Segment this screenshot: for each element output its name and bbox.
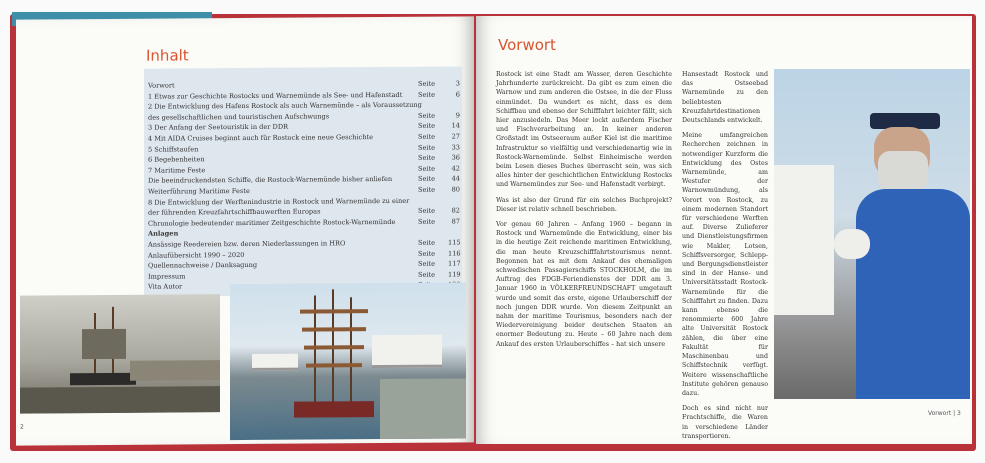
- toc-page-number: 117: [448, 259, 461, 268]
- historic-harbor-painting: [20, 294, 220, 413]
- toc-entry-title: des gesellschaftlichen und touristischen Aufschwungs: [148, 112, 330, 122]
- toc-seite-label: Seite: [418, 164, 436, 173]
- foreword-heading: Vorwort: [498, 36, 556, 54]
- paragraph: Vor genau 60 Jahren – Anfang 1960 – begann in Rostock und Warnemünde die Entwicklung, einer bis in die heutige Zeit reichende maritimen Entwicklung, die man heute Kreuzschifffahrtstourismus nennt. Begonnen hat es mit dem Ankauf des ehemaligen schwedischen Passagierschiffs STOCKHOLM, die im Auftrag des FDGB-Feriendienstes der DDR am 3. Januar 1960 in VÖLKERFREUNDSCHAFT umgetauft wurde und somit das erste, eigene Urlauberschiff der noch jungen DDR wurde. Von diesem Zeitpunkt an nahm der maritime Tourismus, besonders nach der Wiedervereinigung beider deutschen Staaten an enormer Bedeutung zu. Heute – 60 Jahre nach dem Ankauf des ersten Urlauberschiffes – hat sich unsere: [496, 221, 672, 348]
- toc-entry-title: 1 Etwas zur Geschichte Rostocks und Warnemünde als See- und Hafenstadt: [148, 90, 403, 101]
- toc-entry-title: der führenden Kreuzfahrtschiffbauwerften Europas: [148, 207, 321, 217]
- toc-page-number: 44: [451, 174, 460, 183]
- toc-page-number: 115: [448, 238, 461, 247]
- toc-seite-label: Seite: [418, 111, 436, 120]
- table-of-contents: [144, 66, 462, 296]
- toc-seite-label: Seite: [418, 122, 436, 131]
- toc-entry-title: Weiterführung Maritime Feste: [148, 186, 250, 196]
- toc-page-number: 14: [451, 121, 460, 130]
- toc-entry-title: 7 Maritime Feste: [148, 166, 206, 175]
- toc-page-number: 80: [451, 185, 460, 194]
- paragraph: Rostock ist eine Stadt am Wasser, deren Geschichte Jahrhunderte zurückreicht. Da gibt es zum einen die Warnow und zum anderen die Ostsee, in die der Fluss einmündet. Da wundert es nicht, dass es dem Schiffbau und ebenso der Schifffahrt leichter fällt, sich hier anzusiedeln. Das Meer lockt außerdem Fischer und Fischverarbeitung an. In keiner anderen Großstadt im Ostseeraum außer Kiel ist die maritime Infrastruktur so vielfältig und verschiedenartig wie in Rostock-Warnemünde. Selbst Einheimische werden beim Lesen dieses Buches überrascht sein, was sich alles hinter der geschichtlichen Entwicklung Rostocks und Warnemündes zur See- und Hafenstadt verbirgt.: [496, 71, 672, 189]
- right-page-footer: Vorwort | 3: [928, 410, 961, 417]
- toc-seite-label: Seite: [418, 249, 436, 258]
- toc-entry-title: 6 Begebenheiten: [148, 155, 205, 164]
- toc-entry-title: 3 Der Anfang der Seetouristik in der DDR: [148, 123, 289, 133]
- toc-page-number: 3: [455, 79, 460, 88]
- toc-seite-label: Seite: [418, 175, 436, 184]
- toc-heading: Inhalt: [146, 46, 189, 65]
- toc-page-number: 36: [451, 153, 460, 162]
- toc-entry-title: Die beeindruckendsten Schiffe, die Rostock-Warnemünde bisher anliefen: [148, 175, 393, 186]
- foreword-column-1: [496, 70, 672, 355]
- toc-page-number: 33: [451, 143, 460, 152]
- toc-entry-title: 4 Mit AIDA Cruises beginnt auch für Rostock eine neue Geschichte: [148, 133, 374, 143]
- toc-seite-label: Seite: [418, 217, 436, 226]
- toc-entry-title: 5 Schiffstaufen: [148, 144, 199, 154]
- toc-page-number: 6: [455, 90, 460, 99]
- paragraph: Doch es sind nicht nur Frachtschiffe, die Waren in verschiedene Länder transportieren.: [682, 405, 768, 440]
- toc-seite-label: Seite: [418, 132, 436, 141]
- toc-seite-label: Seite: [418, 185, 436, 194]
- toc-entry-title: Vita Autor: [148, 282, 183, 292]
- toc-seite-label: Seite: [418, 270, 436, 279]
- toc-seite-label: Seite: [418, 90, 436, 99]
- toc-page-number: 27: [451, 132, 460, 141]
- toc-seite-label: Seite: [418, 259, 436, 268]
- toc-seite-label: Seite: [418, 153, 436, 162]
- captain-figure-photo: [774, 69, 970, 399]
- toc-page-number: 9: [455, 111, 460, 120]
- toc-entry-title: Impressum: [148, 272, 186, 281]
- toc-entry-title: Anlagen: [148, 229, 179, 239]
- toc-entry-title: 2 Die Entwicklung des Hafens Rostock als auch Warnemünde – als Voraussetzung: [148, 100, 422, 111]
- toc-page-number: 42: [451, 164, 460, 173]
- toc-page-number: 119: [448, 270, 461, 279]
- toc-entry-title: 8 Die Entwicklung der Werftenindustrie in Rostock und Warnemünde zu einer: [148, 196, 410, 207]
- toc-page-number: 116: [448, 249, 461, 258]
- paragraph: Hansestadt Rostock und das Ostseebad Warnemünde zu den beliebtesten Kreuzfahrtdestinationen Deutschlands entwickelt.: [682, 71, 768, 125]
- toc-entry-title: Anlaufübersicht 1990 – 2020: [148, 250, 245, 260]
- right-page: [476, 16, 972, 444]
- toc-seite-label: Seite: [418, 143, 436, 152]
- toc-seite-label: Seite: [418, 79, 436, 88]
- toc-entry-title: Chronologie bedeutender maritimer Zeitgeschichte Rostock-Warnemünde: [148, 217, 396, 228]
- toc-page-number: 82: [451, 206, 460, 215]
- toc-seite-label: Seite: [418, 238, 436, 247]
- toc-entry-title: Ansässige Reedereien bzw. deren Niederlassungen in HRO: [148, 239, 346, 249]
- left-page: [16, 16, 474, 445]
- toc-page-number: 87: [451, 217, 460, 226]
- tall-ship-harbor-photo: [230, 282, 466, 440]
- paragraph: Was ist also der Grund für ein solches Buchprojekt? Dieser ist relativ schnell beschrieben.: [496, 196, 672, 213]
- toc-entry-title: Quellennachweise / Danksagung: [148, 261, 258, 270]
- left-page-number: 2: [20, 423, 24, 431]
- paragraph: Meine umfangreichen Recherchen zeichnen in notwendiger Kurzform die Entwicklung des Ostes Warnemünde, am Westufer der Warnowmündung, als Vorort von Rostock, zu einem modernen Standort für verschiedene Werften auf. Diverse Zulieferer und Dienstleistungsfirmen wie Makler, Lotsen, Schiffsversorger, Schlepp- und Bergungsdienstleister sind in der Hanse- und Universitätsstadt Rostock-Warnemünde für die Schifffahrt zu finden. Dazu kann ebenso die renommierte 600 Jahre alte Universität Rostock zählen, die über eine Fakultät für Maschinenbau und Schiffstechnik verfügt. Weitere wissenschaftliche Institute gehören genauso dazu.: [682, 132, 768, 397]
- toc-entry-title: Vorwort: [148, 81, 175, 90]
- foreword-column-2: [682, 70, 768, 444]
- toc-seite-label: Seite: [418, 206, 436, 215]
